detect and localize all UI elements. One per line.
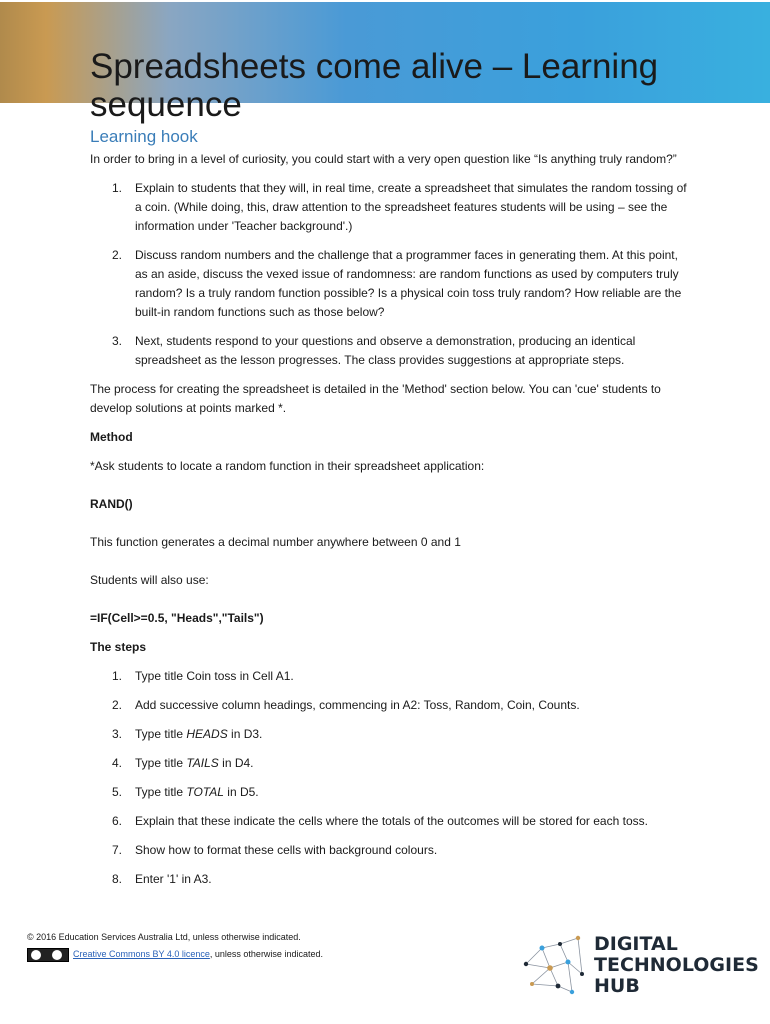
list-item: 1. Type title Coin toss in Cell A1. <box>112 669 294 683</box>
list-item: 8. Enter '1' in A3. <box>112 872 212 886</box>
steps-list <box>90 667 690 889</box>
document-body <box>90 126 690 899</box>
digital-technologies-hub-logo <box>520 933 759 1000</box>
rand-function: RAND() <box>90 497 133 511</box>
method-heading: Method <box>90 430 133 444</box>
network-nodes-icon <box>520 934 592 1000</box>
list-item: 5. Type title TOTAL in D5. <box>112 785 259 799</box>
steps-heading: The steps <box>90 640 147 654</box>
rand-description: This function generates a decimal number anywhere between 0 and 1 <box>90 535 461 549</box>
list-item: 2. Add successive column headings, commencing in A2: Toss, Random, Coin, Counts. <box>112 698 580 712</box>
list-item: 6. Explain that these indicate the cells where the totals of the outcomes will be stored for each toss. <box>112 814 648 828</box>
creative-commons-badge-icon <box>27 948 69 962</box>
list-item: 3. Type title HEADS in D3. <box>112 727 263 741</box>
page-title: Spreadsheets come alive – Learning sequence <box>90 47 659 124</box>
list-item: 2. Discuss random numbers and the challenge that a programmer faces in generating them. At this point, as an aside, discuss the vexed issue of randomness: are random functions as used by computers truly random? Is a truly random function possible? Is a physical coin toss truly random? How reliable are the built-in random functions such as those below? <box>112 248 682 319</box>
intro-paragraph: In order to bring in a level of curiosity, you could start with a very open question like “Is anything truly random?” <box>90 152 677 166</box>
copyright-notice: © 2016 Education Services Australia Ltd, unless otherwise indicated. <box>27 932 301 942</box>
list-item: 3. Next, students respond to your questions and observe a demonstration, producing an identical spreadsheet as the lesson progresses. The class provides suggestions at appropriate steps. <box>112 334 636 367</box>
list-item: 7. Show how to format these cells with background colours. <box>112 843 438 857</box>
section-heading-learning-hook: Learning hook <box>90 127 198 146</box>
also-use-text: Students will also use: <box>90 573 209 587</box>
process-note: The process for creating the spreadsheet is detailed in the 'Method' section below. You can 'cue' students to develop solutions at points marked *. <box>90 382 661 415</box>
page-footer <box>27 929 323 963</box>
if-formula: =IF(Cell>=0.5, "Heads","Tails") <box>90 611 264 625</box>
list-item: 1. Explain to students that they will, in real time, create a spreadsheet that simulates the random tossing of a coin. (While doing, this, draw attention to the spreadsheet features students will be using – see the information under 'Teacher background'.) <box>112 181 687 233</box>
licence-line: Creative Commons BY 4.0 licence, unless otherwise indicated. <box>27 946 323 963</box>
licence-link[interactable]: Creative Commons BY 4.0 licence <box>73 949 210 959</box>
method-intro: *Ask students to locate a random function in their spreadsheet application: <box>90 459 485 473</box>
logo-wordmark: DIGITAL TECHNOLOGIES HUB <box>594 933 759 997</box>
list-item: 4. Type title TAILS in D4. <box>112 756 254 770</box>
hook-steps-list <box>90 179 690 370</box>
